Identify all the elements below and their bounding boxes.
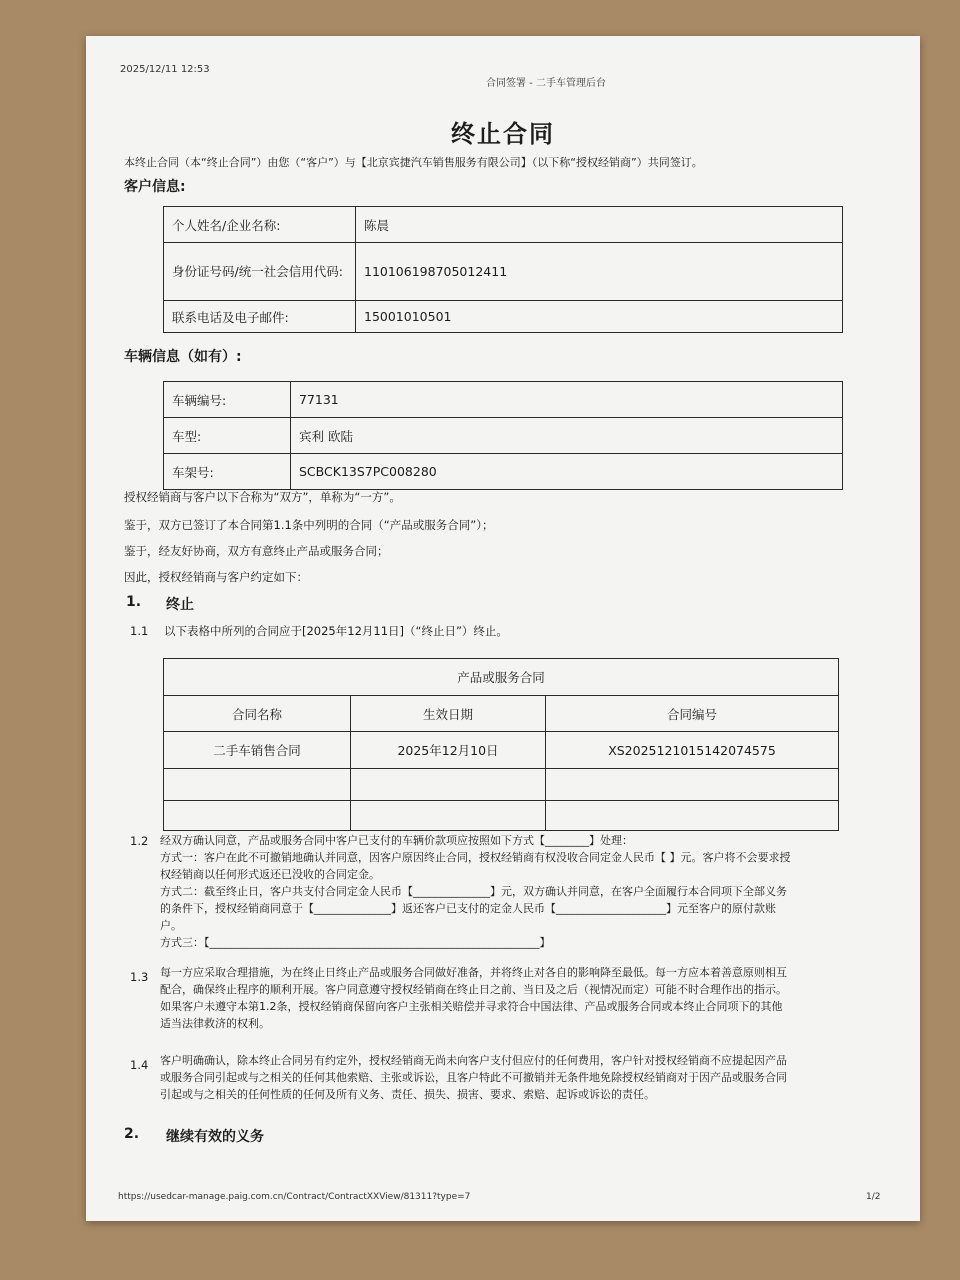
page-number: 1/2 [866, 1192, 881, 1202]
vehicle-model-label: 车型: [164, 418, 291, 454]
clause-1-2-number: 1.2 [130, 834, 149, 848]
print-url: https://usedcar-manage.paig.com.cn/Contract/ContractXXView/81311?type=7 [118, 1192, 471, 1202]
customer-info-heading: 客户信息: [124, 179, 186, 195]
clause-1-4-text: 客户明确确认，除本终止合同另有约定外，授权经销商无尚未向客户支付但应付的任何费用，客户针对授权经销商不应提起因产品 或服务合同引起或与之相关的任何其他索赔、主张或诉讼，且客户特此不可撤销并无条件地免除授权经销商对于因产品或服务合同 引起或与之相关的任何性质的任何及所有义务、责任、损失、损害、要求、索赔、起诉或诉讼的责任。 [160, 1054, 787, 1101]
table-row [164, 659, 839, 696]
vehicle-no-value: 77131 [291, 382, 843, 418]
customer-id-value: 110106198705012411 [356, 243, 843, 301]
table-row [164, 382, 843, 418]
column-header: 合同编号 [546, 696, 839, 732]
recital-whereas-1: 鉴于，双方已签订了本合同第1.1条中列明的合同（“产品或服务合同”）； [124, 518, 494, 532]
section-1-title: 终止 [166, 597, 194, 613]
product-table-caption: 产品或服务合同 [164, 659, 839, 696]
vehicle-info-heading: 车辆信息（如有）: [124, 349, 242, 365]
vehicle-no-label: 车辆编号: [164, 382, 291, 418]
customer-name-value: 陈晨 [356, 207, 843, 243]
print-datetime: 2025/12/11 12:53 [120, 64, 210, 75]
customer-info-table [163, 206, 843, 333]
recital-whereas-2: 鉴于，经友好协商，双方有意终止产品或服务合同； [124, 544, 389, 558]
customer-contact-label: 联系电话及电子邮件: [164, 301, 356, 333]
contract-number-cell: XS2025121015142074575 [546, 732, 839, 769]
clause-1-4-number: 1.4 [130, 1058, 149, 1072]
customer-name-label: 个人姓名/企业名称: [164, 207, 356, 243]
vehicle-info-table [163, 381, 843, 490]
column-header: 合同名称 [164, 696, 351, 732]
table-row [164, 801, 839, 831]
clause-1-3-text: 每一方应采取合理措施，为在终止日终止产品或服务合同做好准备，并将终止对各自的影响降至最低。每一方应本着善意原则相互 配合，确保终止程序的顺利开展。客户同意遵守授权经销商在终止日之前、当日及之后（视情况而定）可能不时合理作出的指示。 如果客户未遵守本第1.2条，授权经销商保留向客户主张相关赔偿并寻求符合中国法律、产品或服务合同或本终止合同项下的其他 适当法律救济的权利。 [160, 966, 787, 1030]
recital-parties: 授权经销商与客户以下合称为“双方”，单称为“一方”。 [124, 490, 401, 504]
column-header: 生效日期 [351, 696, 546, 732]
section-2-title: 继续有效的义务 [166, 1129, 264, 1145]
table-row [164, 732, 839, 769]
section-2-number: 2. [124, 1126, 140, 1142]
contract-name-cell: 二手车销售合同 [164, 732, 351, 769]
clause-1-1-text: 以下表格中所列的合同应于[2025年12月11日]（“终止日”）终止。 [164, 624, 508, 638]
document-title: 终止合同 [451, 120, 555, 148]
vehicle-vin-value: SCBCK13S7PC008280 [291, 454, 843, 490]
print-page-title: 合同签署 - 二手车管理后台 [486, 78, 606, 89]
recital-therefore: 因此，授权经销商与客户约定如下： [124, 570, 308, 584]
table-row [164, 243, 843, 301]
table-row [164, 418, 843, 454]
contract-page [86, 36, 920, 1221]
section-1-number: 1. [126, 594, 142, 610]
table-row [164, 454, 843, 490]
customer-contact-value: 15001010501 [356, 301, 843, 333]
table-row [164, 207, 843, 243]
product-contract-table [163, 658, 839, 831]
customer-id-label: 身份证号码/统一社会信用代码: [164, 243, 356, 301]
table-row [164, 301, 843, 333]
clause-1-2-text: 经双方确认同意，产品或服务合同中客户已支付的车辆价款项应按照如下方式【________】处理： 方式一：客户在此不可撤销地确认并同意，因客户原因终止合同，授权经销商有权没收合同定金人民币【 】元。客户将不会要求授 权经销商以任何形式返还已没收的合同定金。 方式二：截至终止日，客户共支付合同定金人民币【______________】元，双方确认并同意，在客户全面履行本合同项下全部义务 的条件下，授权经销商同意于【______________】返还客户已支付的定金人民币【____________________】元至客户的原付款账 户。 方式三：【____________________________________________________________】 [160, 834, 791, 949]
vehicle-vin-label: 车架号: [164, 454, 291, 490]
intro-paragraph: 本终止合同（本“终止合同”）由您（“客户”）与【北京宾捷汽车销售服务有限公司】（以下称“授权经销商”）共同签订。 [124, 156, 703, 169]
clause-1-3-number: 1.3 [130, 970, 149, 984]
effective-date-cell: 2025年12月10日 [351, 732, 546, 769]
vehicle-model-value: 宾利 欧陆 [291, 418, 843, 454]
table-row [164, 696, 839, 732]
clause-1-1-number: 1.1 [130, 624, 149, 638]
table-row [164, 769, 839, 801]
